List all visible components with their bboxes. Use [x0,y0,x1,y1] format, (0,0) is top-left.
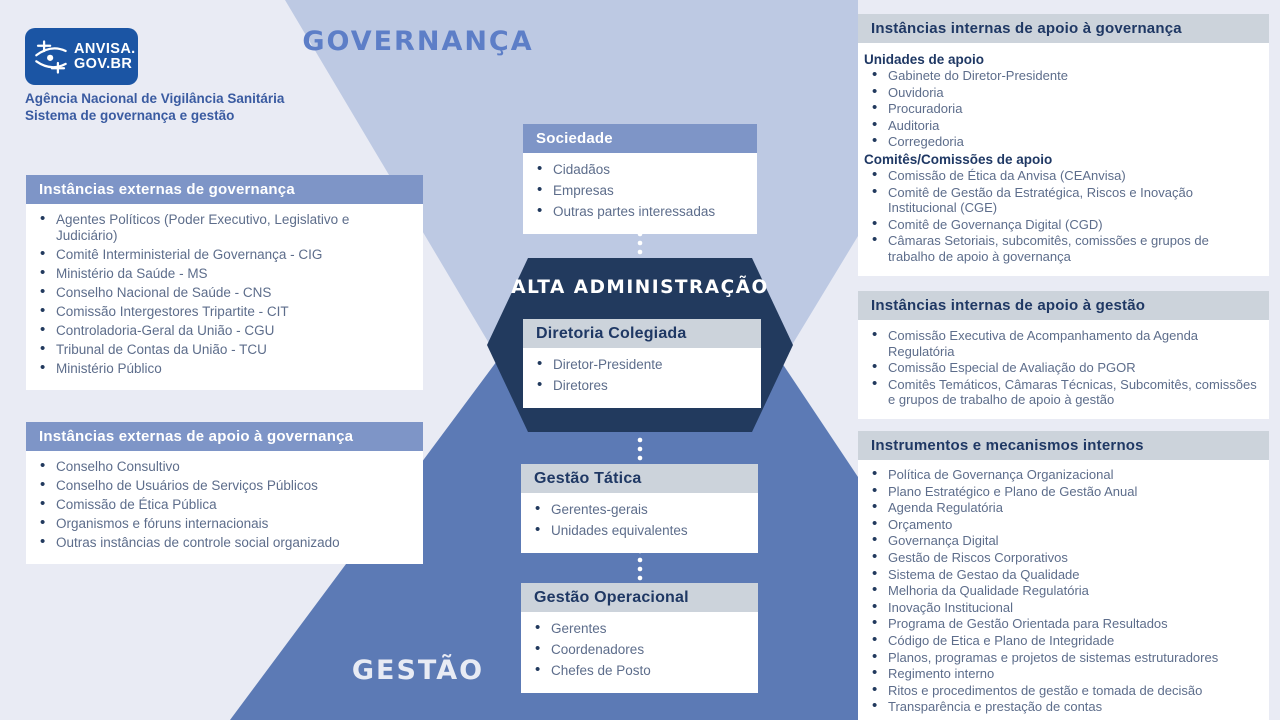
group-heading-comites: Comitês/Comissões de apoio [864,151,1053,167]
alta-administracao-title: ALTA ADMINISTRAÇÃO [511,277,769,298]
bullet-list [527,501,748,539]
list-item: • Corregedoria [864,134,1259,150]
anvisa-logo-text [74,42,136,72]
bullet-list [529,356,751,394]
panel-body [858,320,1269,419]
management-zone-label: GESTÃO [351,655,485,686]
bullet-list [32,212,413,377]
panel-external-governance [26,175,423,390]
list-item: • Melhoria da Qualidade Regulatória [864,583,1261,599]
list-item: • Tribunal de Contas da União - TCU [32,342,413,358]
panel-sociedade [523,124,757,234]
panel-internal-management-support [858,291,1269,419]
panel-title: Sociedade [523,124,757,153]
bullet-list [529,161,747,220]
panel-body [521,493,758,553]
bullet-list [864,467,1261,715]
list-item: • Cidadãos [529,161,747,178]
list-item: • Comissão Executiva de Acompanhamento da Agenda Regulatória [864,328,1259,359]
list-item: • Ritos e procedimentos de gestão e tomada de decisão [864,683,1261,699]
list-item: • Chefes de Posto [527,662,748,679]
panel-body [858,43,1269,276]
list-item: • Ministério Público [32,361,413,377]
panel-title: Gestão Tática [521,464,758,493]
list-item: • Agentes Políticos (Poder Executivo, Legislativo e Judiciário) [32,212,413,244]
list-item: • Gestão de Riscos Corporativos [864,550,1261,566]
list-item: • Código de Etica e Plano de Integridade [864,633,1261,649]
panel-instruments [858,431,1269,720]
list-item: • Outras instâncias de controle social organizado [32,535,413,551]
bullet-list [32,459,413,551]
brand-subtitle [25,90,345,124]
list-item: • Conselho Consultivo [32,459,413,475]
list-item: • Programa de Gestão Orientada para Resultados [864,616,1261,632]
list-item: • Sistema de Gestao da Qualidade [864,567,1261,583]
connector-tatica-operacional [637,547,643,582]
bullet-list [864,68,1259,150]
panel-title: Instâncias internas de apoio à governança [858,14,1269,43]
list-item: • Política de Governança Organizacional [864,467,1261,483]
list-item: • Ministério da Saúde - MS [32,266,413,282]
list-item: • Comitês Temáticos, Câmaras Técnicas, Subcomitês, comissões e grupos de trabalho de apoio à gestão [864,377,1259,408]
list-item: • Gerentes-gerais [527,501,748,518]
panel-body [26,451,423,564]
bullet-list [527,620,748,679]
panel-body [523,348,761,408]
list-item: • Plano Estratégico e Plano de Gestão Anual [864,484,1261,500]
logo-line-1: ANVISA. [74,40,136,57]
list-item: • Comissão de Ética Pública [32,497,413,513]
list-item: • Planos, programas e projetos de sistemas estruturadores [864,650,1261,666]
connector-sociedade-alta [637,221,643,257]
list-item: • Auditoria [864,118,1259,134]
panel-title: Instâncias externas de governança [26,175,423,204]
list-item: • Procuradoria [864,101,1259,117]
connector-alta-tatica [637,436,643,463]
panel-body [26,204,423,390]
list-item: • Conselho Nacional de Saúde - CNS [32,285,413,301]
list-item: • Comissão de Ética da Anvisa (CEAnvisa) [864,168,1259,184]
list-item: • Transparência e prestação de contas [864,699,1261,715]
panel-title: Diretoria Colegiada [523,319,761,348]
list-item: • Gabinete do Diretor-Presidente [864,68,1259,84]
list-item: • Gerentes [527,620,748,637]
governance-zone-label: GOVERNANÇA [302,26,534,57]
list-item: • Unidades equivalentes [527,522,748,539]
panel-title: Instâncias internas de apoio à gestão [858,291,1269,320]
list-item: • Ouvidoria [864,85,1259,101]
list-item: • Regimento interno [864,666,1261,682]
panel-title: Instrumentos e mecanismos internos [858,431,1269,460]
list-item: • Agenda Regulatória [864,500,1261,516]
list-item: • Controladoria-Geral da União - CGU [32,323,413,339]
list-item: • Comissão Intergestores Tripartite - CIT [32,304,413,320]
system-name: Sistema de governança e gestão [25,108,235,123]
panel-diretoria-colegiada [523,319,761,408]
group-heading-unidades: Unidades de apoio [864,52,985,67]
panel-gestao-operacional [521,583,758,693]
list-item: • Comissão Especial de Avaliação do PGOR [864,360,1259,376]
panel-internal-governance-support [858,14,1269,276]
list-item: • Diretores [529,377,751,394]
list-item: • Conselho de Usuários de Serviços Públicos [32,478,413,494]
list-item: • Orçamento [864,517,1261,533]
logo-line-2: GOV.BR [74,55,133,72]
anvisa-logo [25,28,138,85]
panel-body [521,612,758,693]
list-item: • Empresas [529,182,747,199]
panel-external-support [26,422,423,564]
panel-gestao-tatica [521,464,758,553]
panel-body [858,460,1269,720]
list-item: • Coordenadores [527,641,748,658]
list-item: • Comitê Interministerial de Governança - CIG [32,247,413,263]
panel-title: Instâncias externas de apoio à governança [26,422,423,451]
list-item: • Outras partes interessadas [529,203,747,220]
list-item: • Organismos e fóruns internacionais [32,516,413,532]
bullet-list [864,168,1259,265]
list-item: • Comitê de Gestão da Estratégica, Riscos e Inovação Institucional (CGE) [864,185,1259,216]
bullet-list [864,328,1259,408]
anvisa-logo-mark-icon [32,37,70,77]
list-item: • Diretor-Presidente [529,356,751,373]
list-item: • Inovação Institucional [864,600,1261,616]
panel-title: Gestão Operacional [521,583,758,612]
list-item: • Governança Digital [864,533,1261,549]
list-item: • Comitê de Governança Digital (CGD) [864,217,1259,233]
list-item: • Câmaras Setoriais, subcomitês, comissões e grupos de trabalho de apoio à governança [864,233,1259,264]
org-name: Agência Nacional de Vigilância Sanitária [25,91,285,106]
